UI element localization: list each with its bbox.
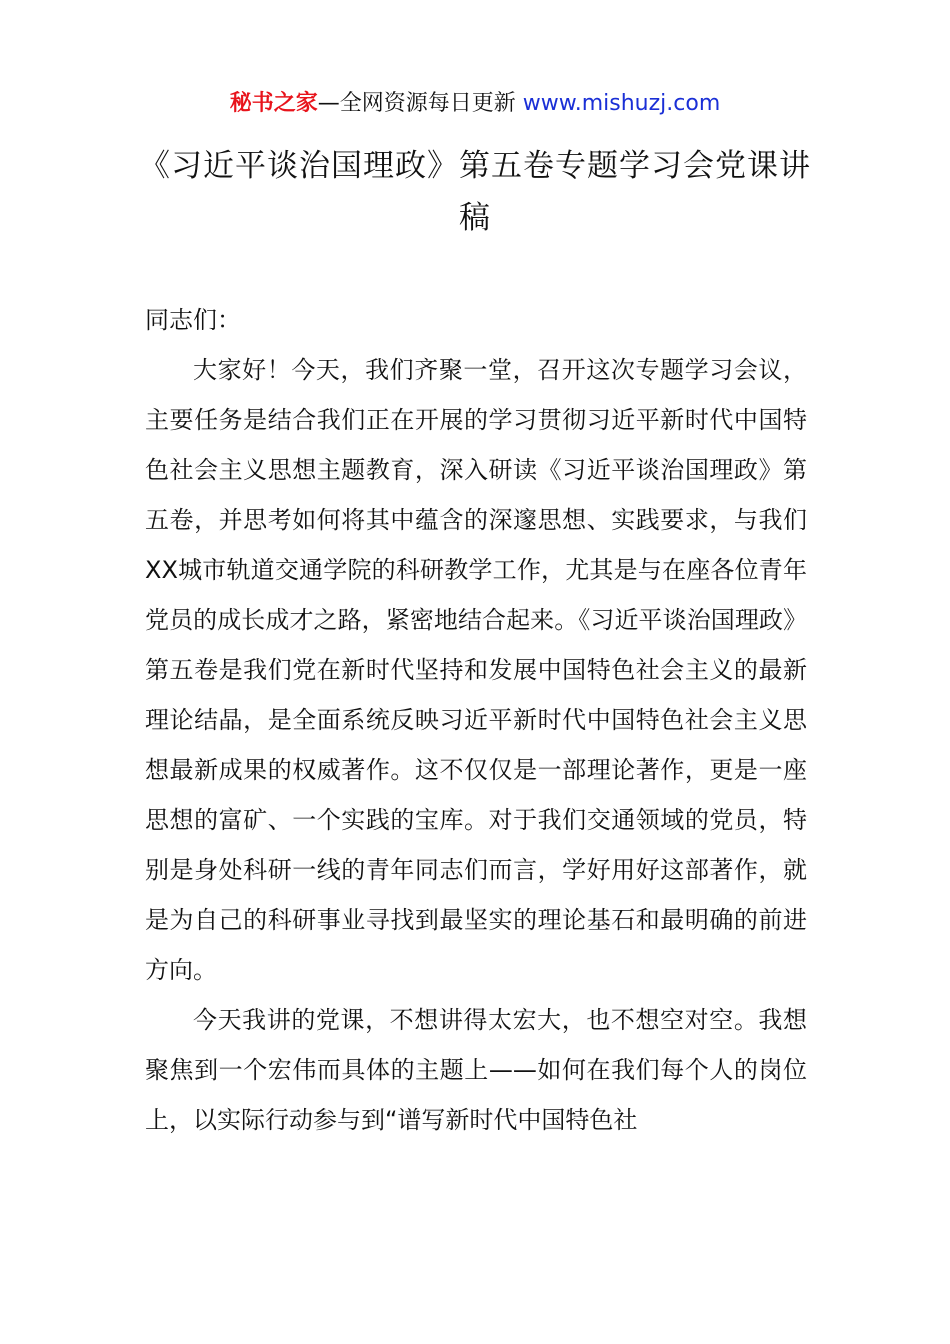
site-header xyxy=(0,88,950,120)
document-body xyxy=(145,295,807,1145)
site-url-link[interactable]: www.mishuzj.com xyxy=(522,91,721,116)
brand-name: 秘书之家 xyxy=(229,91,318,116)
paragraph: 今天我讲的党课，不想讲得太宏大，也不想空对空。我想聚焦到一个宏伟而具体的主题上——如何在我们每个人的岗位上，以实际行动参与到“谱写新时代中国特色社 xyxy=(145,1006,807,1134)
document-title: 《习近平谈治国理政》第五卷专题学习会党课讲稿 xyxy=(139,148,811,236)
paragraph: 大家好！今天，我们齐聚一堂，召开这次专题学习会议，主要任务是结合我们正在开展的学习贯彻习近平新时代中国特色社会主义思想主题教育，深入研读《习近平谈治国理政》第五卷，并思考如何将其中蕴含的深邃思想、实践要求，与我们XX城市轨道交通学院的科研教学工作，尤其是与在座各位青年党员的成长成才之路，紧密地结合起来。《习近平谈治国理政》第五卷是我们党在新时代坚持和发展中国特色社会主义的最新理论结晶，是全面系统反映习近平新时代中国特色社会主义思想最新成果的权威著作。这不仅仅是一部理论著作，更是一座思想的富矿、一个实践的宝库。对于我们交通领域的党员，特别是身处科研一线的青年同志们而言，学好用好这部著作，就是为自己的科研事业寻找到最坚实的理论基石和最明确的前进方向。 xyxy=(145,356,807,984)
salutation: 同志们： xyxy=(145,306,241,334)
header-tagline: —全网资源每日更新 xyxy=(317,91,523,116)
